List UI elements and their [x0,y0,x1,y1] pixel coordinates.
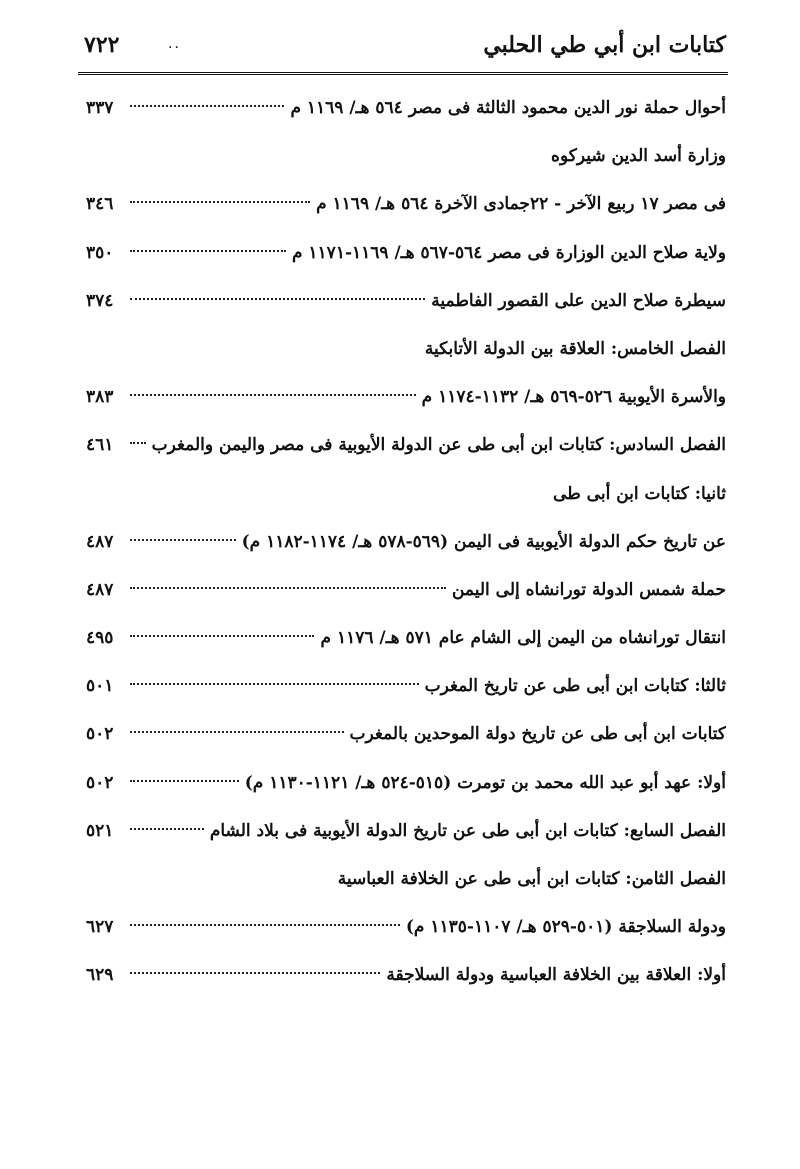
toc-entry-text: الفصل السادس: كتابات ابن أبى طى عن الدولة الأيوبية فى مصر واليمن والمغرب [151,435,726,456]
toc-entry-text: الفصل الثامن: كتابات ابن أبى طى عن الخلافة العباسية [337,869,726,889]
dot-leader [130,442,146,444]
toc-entry [86,951,726,999]
toc-entry [86,710,726,758]
toc-entry [86,373,726,421]
toc-entry-text: فى مصر ١٧ ربيع الآخر - ٢٢جمادى الآخرة ٥٦٤ هـ/ ١١٦٩ م [316,194,726,215]
dot-leader [130,298,425,300]
dot-leader [130,972,380,974]
header-title: كتابات ابن أبي طي الحلبي [483,32,726,58]
toc-entry-page-number: ٥٠١ [86,676,114,697]
running-header [78,30,728,70]
toc-entry-page-number: ٤٨٧ [86,531,114,552]
toc-entry-text: وزارة أسد الدين شيركوه [551,146,726,167]
toc-entry [86,759,726,807]
toc-entry-text: ثالثا: كتابات ابن أبى طى عن تاريخ المغرب [424,676,726,697]
dot-leader [130,250,286,252]
dot-leader [130,201,310,203]
toc-entry-text: ولاية صلاح الدين الوزارة فى مصر ٥٦٤-٥٦٧ هـ/ ١١٦٩-١١٧١ م [291,242,726,263]
dot-leader [130,780,239,782]
toc-entry-text: أولا: عهد أبو عبد الله محمد بن تومرت (٥١٥-٥٢٤ هـ/ ١١٢١-١١٣٠ م) [244,772,726,793]
toc-entry-page-number: ٥٠٢ [86,724,114,745]
toc-entry [86,470,726,518]
toc-entry-page-number: ٣٥٠ [86,242,114,263]
toc-entry-page-number: ٦٢٧ [86,917,114,938]
toc-entry-text: ثانيا: كتابات ابن أبى طى [553,483,726,504]
toc-entry [86,566,726,614]
toc-entry-text: حملة شمس الدولة تورانشاه إلى اليمن [451,579,726,600]
toc-entry [86,903,726,951]
toc-entry-page-number: ٣٨٣ [86,387,114,408]
toc-entry [86,229,726,277]
toc-entry [86,84,726,132]
toc-entry [86,614,726,662]
toc-entry [86,132,726,180]
dot-leader [130,635,314,637]
toc-entry-text: سيطرة صلاح الدين على القصور الفاطمية [431,290,726,311]
toc-entry-page-number: ٤٦١ [86,435,114,456]
toc-entry-page-number: ٥٢١ [86,820,114,841]
dot-leader [130,828,204,830]
header-divider [78,72,728,75]
toc-entry [86,518,726,566]
table-of-contents [86,84,726,1000]
toc-entry-page-number: ٦٢٩ [86,965,114,986]
toc-entry [86,421,726,469]
toc-entry [86,277,726,325]
toc-entry-page-number: ٣٣٧ [86,98,114,118]
toc-entry-text: أحوال حملة نور الدين محمود الثالثة فى مصر ٥٦٤ هـ/ ١١٦٩ م [290,98,726,118]
toc-entry-text: الفصل الخامس: العلاقة بين الدولة الأتابكية [424,338,726,359]
dot-leader [130,683,419,685]
toc-entry-page-number: ٣٤٦ [86,194,114,215]
dot-leader [130,731,344,733]
toc-entry-text: كتابات ابن أبى طى عن تاريخ دولة الموحدين بالمغرب [349,724,726,745]
toc-entry-text: الفصل السابع: كتابات ابن أبى طى عن تاريخ الدولة الأيوبية فى بلاد الشام [209,820,726,841]
dot-leader [130,924,400,926]
toc-entry-page-number: ٤٨٧ [86,579,114,600]
toc-entry-text: انتقال تورانشاه من اليمن إلى الشام عام ٥٧١ هـ/ ١١٧٦ م [320,628,726,649]
header-marker: .. [168,36,181,52]
toc-entry-page-number: ٥٠٢ [86,772,114,793]
toc-entry [86,855,726,903]
dot-leader [130,394,416,396]
toc-entry-text: أولا: العلاقة بين الخلافة العباسية ودولة السلاجقة [386,965,726,986]
dot-leader [130,539,236,541]
toc-entry [86,180,726,228]
dot-leader [130,587,446,589]
toc-entry-text: والأسرة الأيوبية ٥٢٦-٥٦٩ هـ/ ١١٣٢-١١٧٤ م [421,387,726,408]
toc-entry-text: عن تاريخ حكم الدولة الأيوبية فى اليمن (٥٦٩-٥٧٨ هـ/ ١١٧٤-١١٨٢ م) [241,531,726,552]
dot-leader [130,105,284,107]
toc-entry-page-number: ٣٧٤ [86,290,114,311]
header-page-number: ٧٢٢ [84,32,120,58]
toc-entry-text: ودولة السلاجقة (٥٠١-٥٢٩ هـ/ ١١٠٧-١١٣٥ م) [405,917,726,938]
toc-entry [86,807,726,855]
toc-entry [86,662,726,710]
toc-entry-page-number: ٤٩٥ [86,628,114,649]
toc-entry [86,325,726,373]
